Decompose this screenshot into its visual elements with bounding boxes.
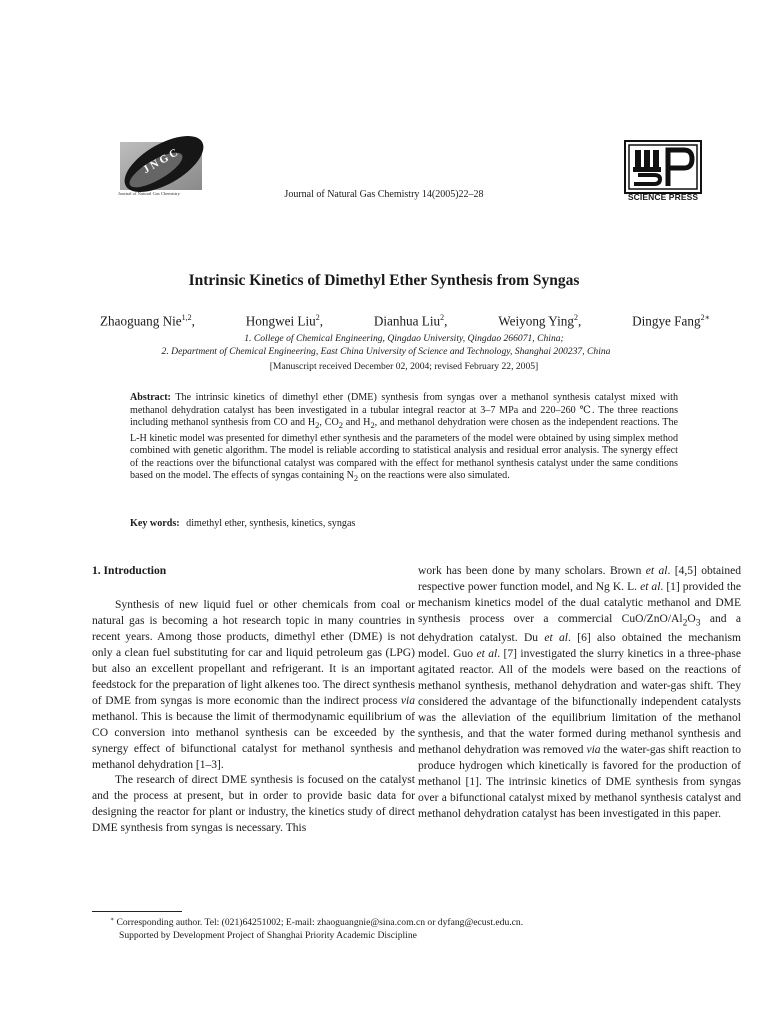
affiliation-1: 1. College of Chemical Engineering, Qingdao University, Qingdao 266071, China;	[244, 333, 564, 344]
paragraph: work has been done by many scholars. Brown et al. [4,5] obtained respective power function model, and Ng K. L. et al. [1] provided the mechanism kinetics model of the dual catalytic methanol and DME synthesis process over a commercial CuO/$ZnO/Al_2O_3$ and a dehydration catalyst. Du et al. [6] also obtained the mechanism model. Guo et al. [7] investigated the slurry kinetics in a three-phase agitated reactor. All of the models were based on the reactions of methanol synthesis, methanol dehydration and water-gas shift. They considered the advantage of the bifunctionally independent catalysts was the alleviation of the equilibrium limitation of the methanol synthesis, and that the water formed during methanol synthesis and methanol dehydration was removed via the water-gas shift reaction to produce hydrogen which kinetically is favored for the production of methanol [1]. The intrinsic kinetics of DME synthesis from syngas over a bifunctional catalyst mixed by methanol synthesis catalyst and methanol dehydration catalyst has been investigated in this paper.	[418, 565, 742, 820]
footnote	[110, 914, 523, 942]
left-column	[92, 598, 415, 837]
author: Dianhua Liu$^2$,	[373, 313, 448, 329]
author-list	[100, 313, 710, 329]
publisher-caption: SCIENCE PRESS	[627, 192, 699, 202]
footnote-rule	[92, 911, 182, 912]
keywords	[130, 518, 678, 529]
affiliation-2: 2. Department of Chemical Engineering, East China University of Science and Technology, Shanghai 200237, China	[161, 346, 611, 357]
logo-caption: Journal of Natural Gas Chemistry	[118, 191, 181, 196]
author: Weiyong Ying$^2$,	[498, 313, 582, 329]
abstract: Abstract: The intrinsic kinetics of dimethyl ether (DME) synthesis from syngas over a methanol synthesis catalyst mixed with methanol dehydration catalyst has been investigated in a tubular integral reactor at 3–7 MPa and 220–260 ℃. The three reactions including methanol synthesis from CO and $H_2$, $CO_2$ and $H_2$, and methanol dehydration were chosen as the independent reactions. The L-H kinetic model was presented for dimethyl ether synthesis and the parameters of the model were obtained by using simplex method combined with genetic algorithm. The model is reliable according to statistical analysis and residual error analysis. The synergy effect of the reactions over the bifunctional catalyst was compared with the effect for methanol synthesis catalyst under the same conditions based on the model. The effects of syngas containing $N_2$ on the reactions were also simulated.	[130, 392, 678, 484]
author: Hongwei Liu$^2$,	[245, 313, 324, 329]
paragraph: Synthesis of new liquid fuel or other chemicals from coal or natural gas is becoming a hot research topic in many countries in recent years. Among those products, dimethyl ether (DME) is not only a clean fuel substituting for car and liquid petroleum gas (LPG) but also an excellent propellant and refrigerant. It is an important feedstock for the preparation of light alkenes too. The direct synthesis of DME from syngas is more economic than the indirect process via methanol. This is because the limit of thermodynamic equilibrium of CO conversion into methanol synthesis can be exceeded by the synergy effect of bifunctional catalyst for methanol synthesis and methanol dehydration [1–3].	[92, 599, 415, 771]
right-column	[418, 564, 741, 823]
author: Zhaoguang Nie$^{1,2}$,	[100, 313, 195, 329]
keywords-text: dimethyl ether, synthesis, kinetics, syngas	[186, 518, 356, 529]
paragraph: The research of direct DME synthesis is focused on the catalyst and the process at present, but in order to provide basic data for designing the reactor for plant or industry, the kinetics study of direct DME synthesis from syngas is necessary. This	[92, 774, 415, 835]
section-heading: 1. Introduction	[92, 565, 167, 577]
funding-note: Supported by Development Project of Shanghai Priority Academic Discipline	[119, 929, 417, 941]
jngc-logo-text: J N G C	[140, 146, 181, 177]
science-press-logo	[624, 140, 702, 194]
manuscript-dates: [Manuscript received December 02, 2004; revised February 22, 2005]	[269, 361, 539, 372]
keywords-label: Key words:	[130, 518, 180, 529]
corresponding-author-note: ∗ Corresponding author. Tel: (021)64251002; E-mail: zhaoguangnie@sina.com.cn or dyfang@ecust.edu.cn.	[110, 917, 524, 929]
jngc-journal-logo	[118, 128, 204, 198]
journal-citation-line: Journal of Natural Gas Chemistry 14(2005)22–28	[284, 189, 484, 200]
abstract-label: Abstract:	[130, 392, 171, 403]
paper-title: Intrinsic Kinetics of Dimethyl Ether Synthesis from Syngas	[188, 272, 580, 289]
author: Dingye Fang$^{2∗}$	[632, 313, 710, 329]
